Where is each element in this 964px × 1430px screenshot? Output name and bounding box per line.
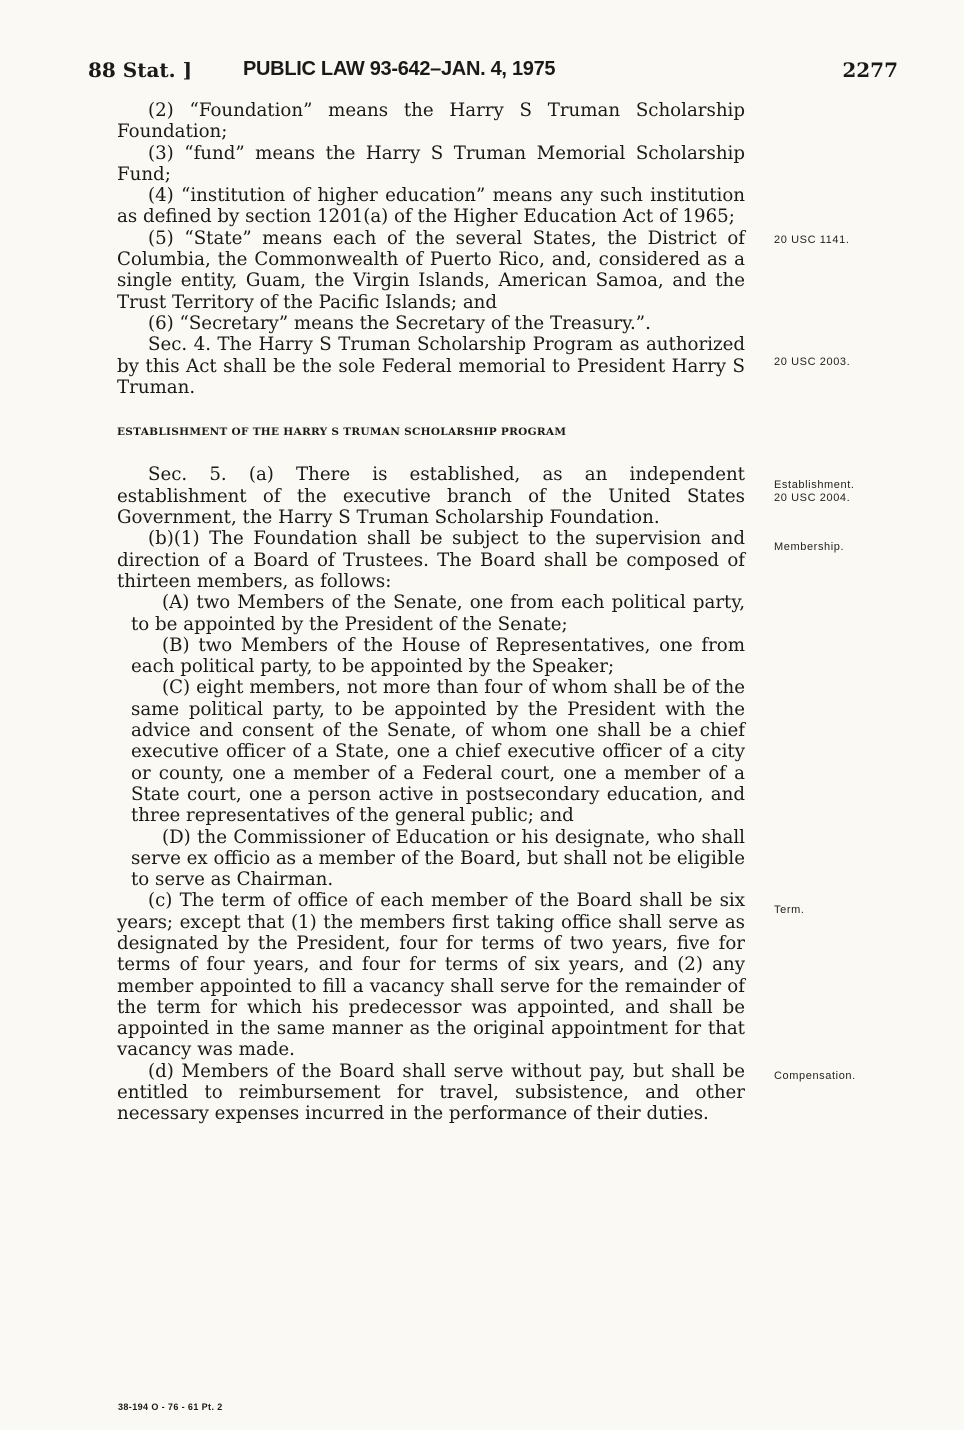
page-footer: 38-194 O - 76 - 61 Pt. 2 bbox=[118, 1402, 223, 1412]
definition-2: (2) “Foundation” means the Harry S Truman Scholarship Foundation; bbox=[117, 100, 745, 143]
margin-note-compensation: Compensation. bbox=[774, 1070, 856, 1082]
clause-c: (C) eight members, not more than four of whom shall be of the same political party, to be appointed by the President with the advice and consent of the Senate, of whom one shall be a chief executive officer of a State, one a chief executive officer of a city or county, one a member of a Federal court, one a member of a State court, one a person active in postsecondary education, and three representatives of the general public; and bbox=[131, 677, 745, 827]
clause-b: (B) two Members of the House of Representatives, one from each political party, to be appointed by the Speaker; bbox=[131, 634, 745, 678]
margin-note-usc-2004: 20 USC 2004. bbox=[774, 492, 851, 504]
margin-note-membership: Membership. bbox=[774, 541, 845, 553]
definition-5: (5) “State” means each of the several States, the District of Columbia, the Commonwealth of Puerto Rico, and, considered as a single entity, Guam, the Virgin Islands, American Samoa, and the Trust Territory of the Pacific Islands; and bbox=[117, 227, 745, 313]
margin-note-usc-1141: 20 USC 1141. bbox=[774, 234, 850, 246]
definition-4: (4) “institution of higher education” means any such institution as defined by section 1201(a) of the Higher Education Act of 1965; bbox=[117, 185, 745, 228]
clause-a: (A) two Members of the Senate, one from each political party, to be appointed by the President of the Senate; bbox=[131, 592, 745, 635]
definition-6: (6) “Secretary” means the Secretary of the Treasury.”. bbox=[148, 312, 651, 334]
page-header bbox=[88, 58, 898, 92]
page-number: 2277 bbox=[842, 58, 898, 82]
margin-note-usc-2003: 20 USC 2003. bbox=[774, 356, 851, 368]
section-5c: (c) The term of office of each member of the Board shall be six years; except that (1) the members first taking office shall serve as designated by the President, four for terms of two years, five for terms of four years, and four for terms of six years, and (2) any member appointed to fill a vacancy shall serve for the remainder of the term for which his predecessor was appointed, and shall be appointed in the same manner as the original appointment for that vacancy was made. bbox=[117, 890, 745, 1061]
clause-d: (D) the Commissioner of Education or his designate, who shall serve ex officio as a member of the Board, but shall not be eligible to serve as Chairman. bbox=[131, 826, 745, 891]
section-4: Sec. 4. The Harry S Truman Scholarship Program as authorized by this Act shall be the sole Federal memorial to President Harry S Truman. bbox=[117, 334, 745, 398]
margin-note-term: Term. bbox=[774, 904, 805, 916]
statute-reference: 88 Stat. ] bbox=[88, 58, 193, 82]
section-5d: (d) Members of the Board shall serve without pay, but shall be entitled to reimbursement for travel, subsistence, and other necessary expenses incurred in the performance of their duties. bbox=[117, 1060, 745, 1125]
section-heading: ESTABLISHMENT OF THE HARRY S TRUMAN SCHOLARSHIP PROGRAM bbox=[117, 426, 567, 439]
section-5b1: (b)(1) The Foundation shall be subject to the supervision and direction of a Board of Trustees. The Board shall be composed of thirteen members, as follows: bbox=[117, 528, 745, 592]
body-text bbox=[117, 100, 745, 1125]
section-5a: Sec. 5. (a) There is established, as an independent establishment of the executive branch of the United States Government, the Harry S Truman Scholarship Foundation. bbox=[117, 464, 745, 529]
page-title: PUBLIC LAW 93-642–JAN. 4, 1975 bbox=[243, 58, 556, 80]
margin-note-establishment: Establishment. bbox=[774, 479, 855, 491]
definition-3: (3) “fund” means the Harry S Truman Memorial Scholarship Fund; bbox=[117, 142, 745, 185]
